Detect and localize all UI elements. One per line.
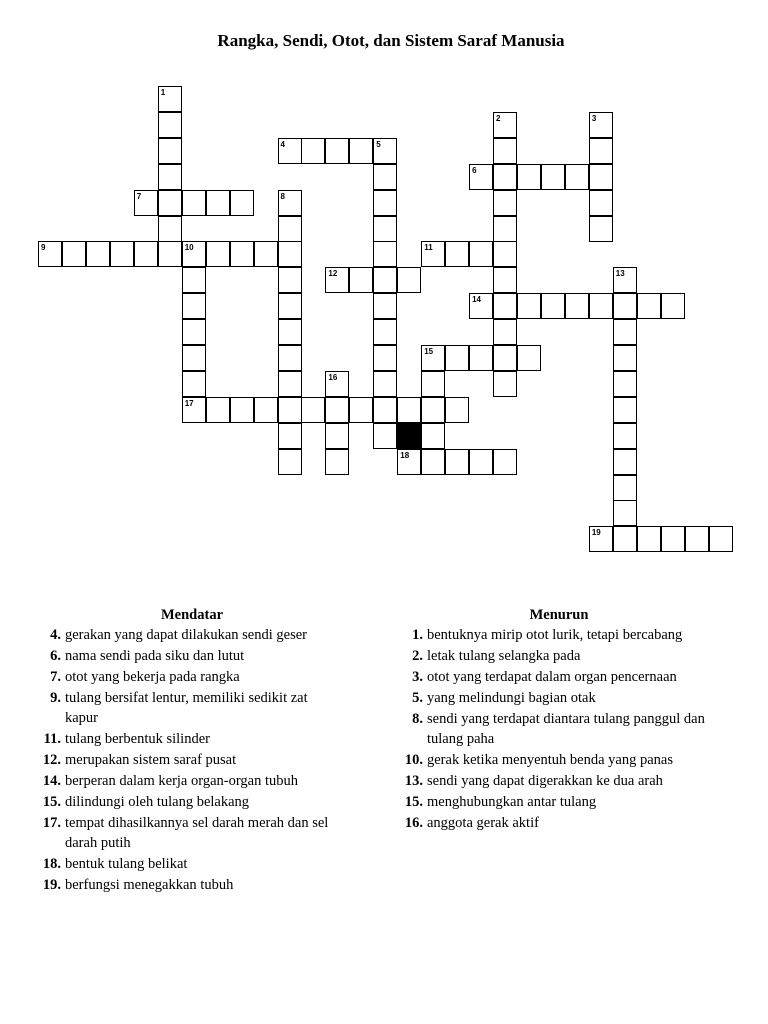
across-clue-list xyxy=(42,625,342,895)
clue-number-label: 2. xyxy=(412,648,423,664)
crossword-cell-5[interactable] xyxy=(373,138,397,164)
down-clue xyxy=(404,792,714,812)
crossword-cell[interactable] xyxy=(158,138,182,164)
clue-number-label: 7. xyxy=(50,669,61,685)
down-clue xyxy=(404,667,714,687)
crossword-cell[interactable] xyxy=(62,241,86,267)
crossword-cell[interactable] xyxy=(349,138,373,164)
crossword-cell[interactable] xyxy=(373,345,397,371)
down-heading: Menurun xyxy=(529,607,589,623)
crossword-cell[interactable] xyxy=(182,319,206,345)
clue-text: yang melindungi bagian otak xyxy=(427,690,596,706)
crossword-cell[interactable] xyxy=(230,397,254,423)
crossword-cell[interactable] xyxy=(254,397,278,423)
crossword-cell[interactable] xyxy=(613,423,637,449)
crossword-cell[interactable] xyxy=(421,397,445,423)
clue-text: letak tulang selangka pada xyxy=(427,648,581,664)
clue-number-label: 8. xyxy=(412,711,423,727)
crossword-cell[interactable] xyxy=(278,241,302,267)
page-title: Rangka, Sendi, Otot, dan Sistem Saraf Manusia xyxy=(217,31,565,50)
crossword-cell[interactable] xyxy=(278,293,302,319)
crossword-cell[interactable] xyxy=(589,138,613,164)
crossword-cell-19[interactable] xyxy=(589,526,613,552)
clue-number: 13 xyxy=(615,269,625,279)
across-clue xyxy=(42,625,342,645)
crossword-cell[interactable] xyxy=(373,241,397,267)
crossword-cell[interactable] xyxy=(445,345,469,371)
crossword-cell[interactable] xyxy=(373,267,397,293)
clue-number: 16 xyxy=(328,372,338,382)
clue-number-label: 15. xyxy=(404,794,423,810)
clue-text: tulang bersifat lentur, memiliki sedikit zat kapur xyxy=(65,690,308,726)
clue-text: otot yang bekerja pada rangka xyxy=(65,669,240,685)
crossword-cell[interactable] xyxy=(493,190,517,216)
crossword-cell[interactable] xyxy=(469,241,493,267)
crossword-cell[interactable] xyxy=(397,397,421,423)
crossword-cell[interactable] xyxy=(661,526,685,552)
crossword-cell[interactable] xyxy=(182,371,206,397)
clue-text: bentuknya mirip otot lurik, tetapi bercabang xyxy=(427,627,683,643)
crossword-cell[interactable] xyxy=(158,164,182,190)
crossword-cell[interactable] xyxy=(493,138,517,164)
crossword-cell[interactable] xyxy=(373,397,397,423)
crossword-cell[interactable] xyxy=(709,526,733,552)
clue-number: 6 xyxy=(472,165,477,175)
crossword-cell-9[interactable] xyxy=(38,241,62,267)
crossword-cell[interactable] xyxy=(493,267,517,293)
crossword-cell[interactable] xyxy=(613,371,637,397)
crossword-cell[interactable] xyxy=(373,216,397,242)
crossword-cell[interactable] xyxy=(685,526,709,552)
down-clue xyxy=(404,688,714,708)
crossword-cell[interactable] xyxy=(613,526,637,552)
across-clue xyxy=(42,729,342,749)
crossword-cell[interactable] xyxy=(373,293,397,319)
clue-number: 3 xyxy=(591,113,597,123)
crossword-cell-6[interactable] xyxy=(469,164,493,190)
crossword-cell[interactable] xyxy=(110,241,134,267)
clue-number-label: 3. xyxy=(412,669,423,685)
clue-number-label: 17. xyxy=(42,815,61,831)
crossword-cell-1[interactable] xyxy=(158,86,182,112)
clue-number-label: 11. xyxy=(43,731,61,747)
across-heading: Mendatar xyxy=(160,607,223,623)
clue-number-label: 12. xyxy=(42,752,61,768)
clue-number-label: 6. xyxy=(50,648,61,664)
across-clue xyxy=(42,750,342,770)
clue-text: merupakan sistem saraf pusat xyxy=(65,752,237,768)
crossword-cell-3[interactable] xyxy=(589,112,613,138)
clue-number-label: 13. xyxy=(404,773,423,789)
crossword-cell[interactable] xyxy=(206,397,230,423)
crossword-cell[interactable] xyxy=(469,449,493,475)
crossword-cell[interactable] xyxy=(565,164,589,190)
crossword-cell[interactable] xyxy=(637,526,661,552)
clue-text: tulang berbentuk silinder xyxy=(65,731,210,747)
across-clue xyxy=(42,667,342,687)
crossword-cell-15[interactable] xyxy=(421,345,445,371)
clue-text: berfungsi menegakkan tubuh xyxy=(65,877,234,893)
crossword-cell[interactable] xyxy=(278,267,302,293)
crossword-cell[interactable] xyxy=(445,449,469,475)
crossword-cell-16[interactable] xyxy=(325,371,349,397)
clue-text: menghubungkan antar tulang xyxy=(427,794,597,810)
clue-number-label: 4. xyxy=(50,627,61,643)
clue-number-label: 16. xyxy=(404,815,423,831)
clue-number: 19 xyxy=(591,528,601,538)
clue-number: 11 xyxy=(424,243,433,253)
crossword-cell[interactable] xyxy=(349,397,373,423)
clue-number-label: 14. xyxy=(42,773,61,789)
clue-text: dilindungi oleh tulang belakang xyxy=(65,794,250,810)
crossword-cell[interactable] xyxy=(182,190,206,216)
clue-number: 10 xyxy=(184,243,194,253)
down-clue xyxy=(404,709,714,749)
crossword-cell[interactable] xyxy=(541,293,565,319)
crossword-cell[interactable] xyxy=(613,449,637,475)
down-clue xyxy=(404,771,714,791)
crossword-cell[interactable] xyxy=(206,241,230,267)
crossword-cell-12[interactable] xyxy=(325,267,349,293)
across-clue xyxy=(42,875,342,895)
clue-number-label: 18. xyxy=(42,856,61,872)
crossword-cell[interactable] xyxy=(613,475,637,501)
crossword-cell[interactable] xyxy=(613,293,637,319)
crossword-cell-11[interactable] xyxy=(421,241,445,267)
crossword-cell-17[interactable] xyxy=(182,397,206,423)
crossword-cell[interactable] xyxy=(349,267,373,293)
crossword-cell-18[interactable] xyxy=(397,449,421,475)
clue-text: tempat dihasilkannya sel darah merah dan sel darah putih xyxy=(65,815,329,851)
crossword-cell[interactable] xyxy=(613,500,637,526)
across-clue xyxy=(42,813,342,853)
crossword-cell[interactable] xyxy=(493,241,517,267)
crossword-cell-7[interactable] xyxy=(134,190,158,216)
crossword-cell[interactable] xyxy=(373,190,397,216)
crossword-cell[interactable] xyxy=(421,423,445,449)
clue-text: nama sendi pada siku dan lutut xyxy=(65,648,245,664)
crossword-cell[interactable] xyxy=(301,397,325,423)
crossword-cell[interactable] xyxy=(493,293,517,319)
crossword-cell[interactable] xyxy=(613,319,637,345)
across-clues xyxy=(42,606,342,896)
crossword-cell[interactable] xyxy=(325,449,349,475)
down-clue-list xyxy=(404,625,714,833)
crossword-cell[interactable] xyxy=(469,345,493,371)
down-clues xyxy=(404,606,714,834)
blocked-cell xyxy=(397,423,421,449)
crossword-cell[interactable] xyxy=(278,423,302,449)
clue-number: 2 xyxy=(496,113,501,123)
crossword-cell-4[interactable] xyxy=(278,138,302,164)
crossword-cell[interactable] xyxy=(182,345,206,371)
clue-text: sendi yang terdapat diantara tulang panggul dan tulang paha xyxy=(427,711,705,747)
clue-text: gerakan yang dapat dilakukan sendi geser xyxy=(65,627,307,643)
crossword-cell[interactable] xyxy=(86,241,110,267)
crossword-cell[interactable] xyxy=(445,241,469,267)
clue-number: 4 xyxy=(280,139,285,149)
across-clue xyxy=(42,792,342,812)
down-clue xyxy=(404,646,714,666)
crossword-cell[interactable] xyxy=(661,293,685,319)
crossword-cell-13[interactable] xyxy=(613,267,637,293)
clue-text: sendi yang dapat digerakkan ke dua arah xyxy=(427,773,663,789)
across-clue xyxy=(42,688,342,728)
crossword-cell[interactable] xyxy=(517,293,541,319)
crossword-cell[interactable] xyxy=(230,241,254,267)
crossword-cell[interactable] xyxy=(421,449,445,475)
clue-text: otot yang terdapat dalam organ pencernaan xyxy=(427,669,677,685)
crossword-cell[interactable] xyxy=(421,371,445,397)
crossword-cell[interactable] xyxy=(301,138,325,164)
crossword-cell[interactable] xyxy=(158,190,182,216)
crossword-cell-10[interactable] xyxy=(182,241,206,267)
crossword-cell[interactable] xyxy=(493,164,517,190)
clue-number-label: 15. xyxy=(42,794,61,810)
crossword-cell[interactable] xyxy=(541,164,565,190)
crossword-cell[interactable] xyxy=(637,293,661,319)
crossword-cell[interactable] xyxy=(182,293,206,319)
crossword-cell[interactable] xyxy=(158,216,182,242)
crossword-cell[interactable] xyxy=(278,371,302,397)
crossword-cell[interactable] xyxy=(373,371,397,397)
clue-number: 1 xyxy=(160,88,166,97)
clue-number: 15 xyxy=(424,347,434,356)
crossword-cell[interactable] xyxy=(182,267,206,293)
crossword-cell[interactable] xyxy=(493,345,517,371)
clue-number-label: 10. xyxy=(404,752,423,768)
crossword-cell[interactable] xyxy=(373,423,397,449)
clue-number: 14 xyxy=(472,295,481,305)
crossword-cell[interactable] xyxy=(158,112,182,138)
crossword-cell[interactable] xyxy=(278,397,302,423)
clue-number-label: 19. xyxy=(42,877,61,893)
across-clue xyxy=(42,854,342,874)
crossword-cell[interactable] xyxy=(254,241,278,267)
crossword-cell[interactable] xyxy=(325,138,349,164)
crossword-cell[interactable] xyxy=(493,319,517,345)
down-clue xyxy=(404,625,714,645)
clue-number: 12 xyxy=(328,269,338,279)
crossword-cell[interactable] xyxy=(373,319,397,345)
crossword-cell[interactable] xyxy=(613,345,637,371)
crossword-cell[interactable] xyxy=(278,449,302,475)
crossword-cell[interactable] xyxy=(325,397,349,423)
clue-number: 17 xyxy=(184,398,194,408)
crossword-cell[interactable] xyxy=(517,164,541,190)
crossword-cell-14[interactable] xyxy=(469,293,493,319)
clue-number: 9 xyxy=(41,243,46,253)
crossword-cell[interactable] xyxy=(517,345,541,371)
across-clue xyxy=(42,646,342,666)
crossword-cell[interactable] xyxy=(278,216,302,242)
crossword-cell[interactable] xyxy=(493,216,517,242)
crossword-cell[interactable] xyxy=(589,164,613,190)
crossword-cell-8[interactable] xyxy=(278,190,302,216)
clue-number-label: 5. xyxy=(412,690,423,706)
clue-text: anggota gerak aktif xyxy=(427,815,539,831)
crossword-cell[interactable] xyxy=(397,267,421,293)
crossword-cell[interactable] xyxy=(278,319,302,345)
crossword-cell[interactable] xyxy=(206,190,230,216)
clue-number: 8 xyxy=(280,191,285,201)
crossword-cell[interactable] xyxy=(158,241,182,267)
crossword-cell[interactable] xyxy=(589,293,613,319)
clue-number-label: 9. xyxy=(50,690,61,706)
clue-text: berperan dalam kerja organ-organ tubuh xyxy=(65,773,298,789)
clue-number: 7 xyxy=(136,191,142,201)
crossword-cell[interactable] xyxy=(134,241,158,267)
clue-number: 18 xyxy=(400,450,410,460)
crossword-cell[interactable] xyxy=(493,449,517,475)
clue-text: gerak ketika menyentuh benda yang panas xyxy=(427,752,674,768)
crossword-cell[interactable] xyxy=(325,423,349,449)
crossword-cell[interactable] xyxy=(278,345,302,371)
crossword-cell[interactable] xyxy=(613,397,637,423)
crossword-cell-2[interactable] xyxy=(493,112,517,138)
crossword-cell[interactable] xyxy=(589,216,613,242)
crossword-cell[interactable] xyxy=(373,164,397,190)
crossword-cell[interactable] xyxy=(230,190,254,216)
crossword-cell[interactable] xyxy=(565,293,589,319)
down-clue xyxy=(404,813,714,833)
clue-text: bentuk tulang belikat xyxy=(65,856,188,872)
crossword-cell[interactable] xyxy=(445,397,469,423)
down-clue xyxy=(404,750,714,770)
crossword-cell[interactable] xyxy=(589,190,613,216)
across-clue xyxy=(42,771,342,791)
clue-number-label: 1. xyxy=(412,627,423,643)
clue-number: 5 xyxy=(376,139,381,149)
crossword-cell[interactable] xyxy=(493,371,517,397)
